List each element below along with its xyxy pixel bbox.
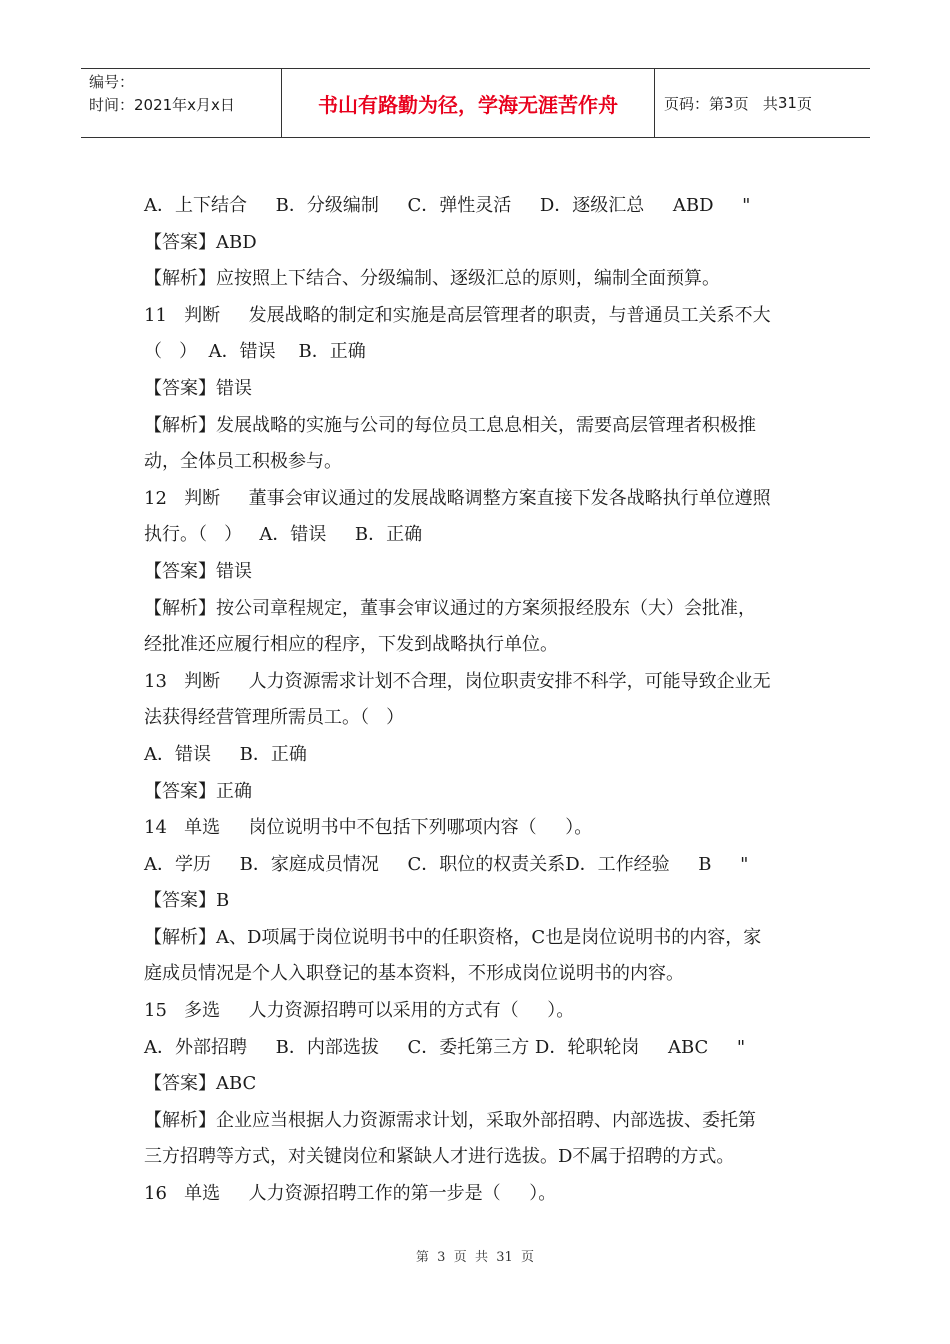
text-line: 【答案】错误 bbox=[144, 377, 252, 399]
document-date: 时间：2021年x月x日 bbox=[89, 96, 235, 114]
text-line: A．上下结合 B．分级编制 C．弹性灵活 D．逐级汇总 ABD " bbox=[144, 195, 751, 216]
header-meta bbox=[81, 69, 281, 137]
text-line: A．外部招聘 B．内部选拔 C．委托第三方 D．轮职轮岗 ABC " bbox=[144, 1036, 746, 1058]
text-line: 经批准还应履行相应的程序，下发到战略执行单位。 bbox=[144, 634, 558, 656]
text-line: 12 判断 董事会审议通过的发展战略调整方案直接下发各战略执行单位遵照 bbox=[144, 487, 771, 509]
text-line: 【解析】A、D项属于岗位说明书中的任职资格，C也是岗位说明书的内容，家 bbox=[144, 926, 762, 948]
text-line: 动，全体员工积极参与。 bbox=[144, 451, 342, 473]
text-line: 三方招聘等方式，对关键岗位和紧缺人才进行选拔。D不属于招聘的方式。 bbox=[144, 1146, 735, 1168]
page-total: 31 bbox=[777, 94, 797, 112]
text-line: 【答案】正确 bbox=[144, 780, 252, 802]
page-header bbox=[81, 68, 870, 138]
header-page-number bbox=[655, 69, 870, 137]
text-line: A．错误 B．正确 bbox=[144, 743, 307, 765]
document-body bbox=[144, 188, 814, 1213]
text-line: 13 判断 人力资源需求计划不合理，岗位职责安排不科学，可能导致企业无 bbox=[144, 670, 771, 692]
page-suffix: 页 bbox=[796, 94, 812, 113]
document-number-label: 编号： bbox=[89, 73, 135, 91]
page-mid: 页 共 bbox=[733, 94, 778, 113]
text-line: 庭成员情况是个人入职登记的基本资料，不形成岗位说明书的内容。 bbox=[144, 963, 684, 985]
text-line: 【答案】B bbox=[144, 890, 230, 912]
text-line: 15 多选 人力资源招聘可以采用的方式有（ ）。 bbox=[144, 1000, 575, 1022]
header-motto: 书山有路勤为径，学海无涯苦作舟 bbox=[281, 69, 655, 137]
footer-page-number: 第 3 页 共 31 页 bbox=[415, 1250, 535, 1265]
text-line: 【解析】发展战略的实施与公司的每位员工息息相关，需要高层管理者积极推 bbox=[144, 414, 756, 436]
text-line: A．学历 B．家庭成员情况 C．职位的权责关系D．工作经验 B " bbox=[144, 853, 749, 875]
text-line: 【解析】应按照上下结合、分级编制、逐级汇总的原则，编制全面预算。 bbox=[144, 268, 720, 290]
page-footer bbox=[0, 1246, 950, 1265]
text-line: 11 判断 发展战略的制定和实施是高层管理者的职责，与普通员工关系不大 bbox=[144, 304, 771, 326]
text-line: 【解析】企业应当根据人力资源需求计划，采取外部招聘、内部选拔、委托第 bbox=[144, 1109, 756, 1131]
text-line: 14 单选 岗位说明书中不包括下列哪项内容（ ）。 bbox=[144, 817, 593, 839]
text-line: 【解析】按公司章程规定，董事会审议通过的方案须报经股东（大）会批准， bbox=[144, 597, 756, 619]
text-line: 16 单选 人力资源招聘工作的第一步是（ ）。 bbox=[144, 1183, 557, 1205]
page-label: 页码：第 bbox=[664, 94, 725, 113]
text-line: 【答案】ABC bbox=[144, 1073, 257, 1095]
text-line: 执行。（ ） A．错误 B．正确 bbox=[144, 524, 423, 546]
page-current: 3 bbox=[724, 94, 734, 112]
text-line: 法获得经营管理所需员工。（ ） bbox=[144, 707, 405, 729]
text-line: 【答案】ABD bbox=[144, 231, 257, 253]
text-line: 【答案】错误 bbox=[144, 560, 252, 582]
text-line: （ ） A．错误 B．正确 bbox=[144, 341, 366, 363]
